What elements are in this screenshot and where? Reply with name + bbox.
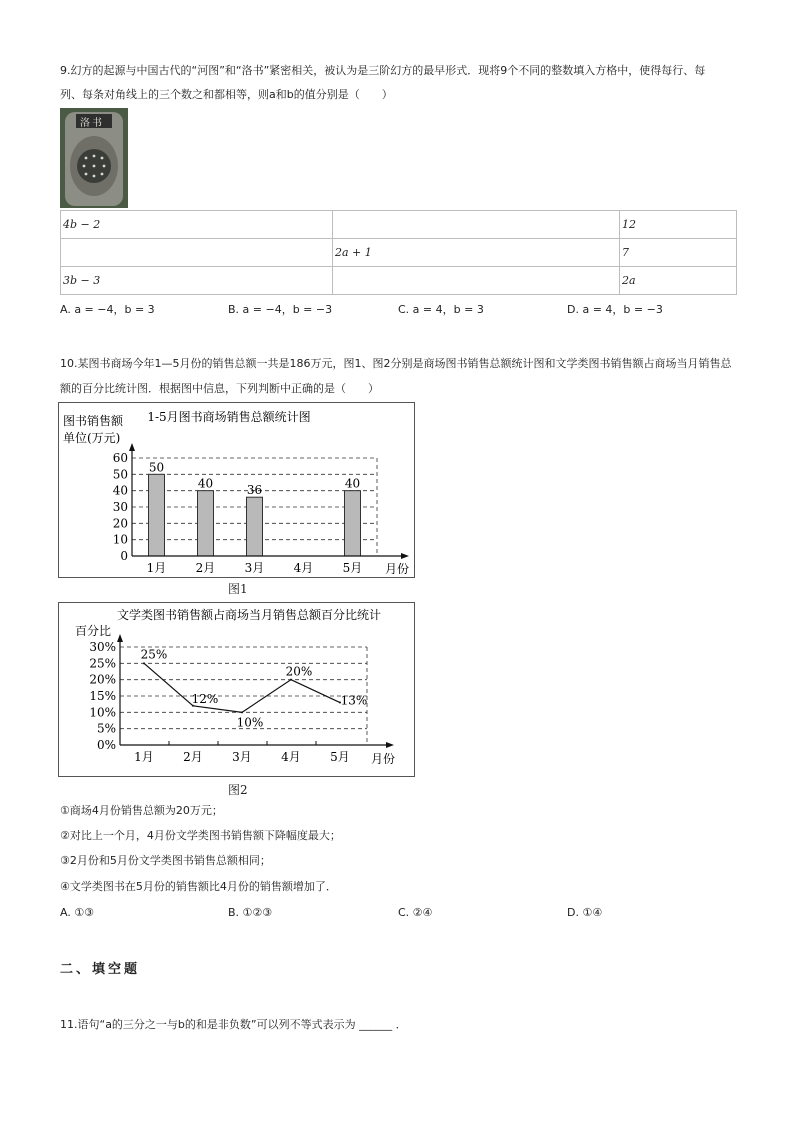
line-chart-data-label: 13%: [340, 693, 368, 708]
line-chart-xlabel: 月份: [371, 752, 396, 766]
bar-chart-yunit: 单位(万元): [63, 431, 121, 445]
bar-chart-xlabel: 月份: [385, 562, 410, 576]
line-chart-xtick: 2月: [183, 750, 203, 764]
bar-chart-panel: [58, 402, 415, 578]
line-chart-xtick: 5月: [330, 750, 350, 764]
grid-cell: 7: [620, 239, 737, 267]
q10-statement-1: ①商场4月份销售总额为20万元；: [60, 804, 223, 817]
line-chart-point: [290, 679, 292, 681]
line-chart-ytick: 25%: [89, 656, 116, 671]
line-chart-panel: [58, 602, 415, 777]
q9-stem-line2: 列、每条对角线上的三个数之和都相等，则a和b的值分别是（ ）: [60, 88, 393, 101]
magic-square-grid: [60, 210, 737, 295]
q10-statement-4: ④文学类图书在5月份的销售额比4月份的销售额增加了．: [60, 880, 337, 893]
bar-chart-data-label: 40: [344, 476, 361, 491]
line-chart-ytick: 10%: [89, 705, 116, 720]
bar-chart-xtick: 5月: [342, 561, 363, 575]
bar-chart-bar: [198, 491, 214, 556]
bar-chart-y-arrow: [129, 443, 135, 451]
line-chart-ytick: 15%: [89, 689, 116, 703]
grid-row: [61, 211, 737, 239]
q9-option-d: D. a = 4，b = −3: [567, 303, 663, 316]
bar-chart-data-label: 50: [148, 460, 165, 475]
grid-row: [61, 239, 737, 267]
bar-chart-data-label: 36: [246, 483, 263, 498]
bar-chart-bar: [149, 474, 165, 556]
line-chart-ytick: 30%: [89, 640, 116, 654]
line-chart-y-arrow: [117, 634, 123, 642]
grid-cell: 2a + 1: [333, 239, 620, 267]
q10-stem-line1: 10.某图书商场今年1—5月份的销售总额一共是186万元，图1、图2分别是商场图书销售总额统计图和文学类图书销售额占商场当月销售总: [60, 357, 732, 370]
figure1-caption: 图1: [228, 582, 248, 596]
grid-cell: 4b − 2: [61, 211, 333, 239]
bar-chart-ylabel: 图书销售额: [63, 414, 124, 428]
grid-cell: 12: [620, 211, 737, 239]
grid-cell: 2a: [620, 267, 737, 295]
q10-stem-line2: 额的百分比统计图．根据图中信息，下列判断中正确的是（ ）: [60, 382, 379, 395]
bar-chart-title: 1-5月图书商场销售总额统计图: [147, 410, 311, 424]
grid-cell: [333, 267, 620, 295]
bar-chart-bar: [345, 491, 361, 556]
line-chart-ylabel: 百分比: [75, 624, 112, 638]
q9-option-a: A. a = −4，b = 3: [60, 303, 155, 316]
bar-chart-ytick: 20: [112, 516, 128, 531]
bar-chart-ytick: 30: [112, 500, 128, 514]
q10-statement-2: ②对比上一个月，4月份文学类图书销售额下降幅度最大；: [60, 829, 341, 842]
line-chart-x-arrow: [386, 742, 394, 748]
figure2-caption: 图2: [228, 783, 248, 797]
q11-stem: 11.语句“a的三分之一与b的和是非负数”可以列不等式表示为 ______ ．: [60, 1018, 407, 1031]
grid-cell: [333, 211, 620, 239]
bar-chart-ytick: 10: [112, 532, 128, 547]
grid-row: [61, 267, 737, 295]
grid-cell: 3b − 3: [61, 267, 333, 295]
bar-chart-x-arrow: [401, 553, 409, 559]
q9-stem-line1: 9.幻方的起源与中国古代的“河图”和“洛书”紧密相关，被认为是三阶幻方的最早形式．现将9个不同的整数填入方格中，使得每行、每: [60, 64, 706, 77]
line-chart-point: [143, 662, 145, 664]
bar-chart-xtick: 4月: [293, 561, 314, 575]
luoshu-stele-image: [60, 108, 128, 208]
section-title: 二、填空题: [60, 962, 141, 977]
line-chart-data-label: 20%: [285, 664, 313, 679]
line-chart: [59, 603, 414, 776]
q10-option-a: A. ①③: [60, 906, 95, 919]
q10-option-d: D. ①④: [567, 906, 603, 919]
line-chart-data-label: 25%: [140, 647, 168, 662]
bar-chart-ytick: 0: [120, 549, 128, 563]
line-chart-title: 文学类图书销售额占商场当月销售总额百分比统计: [116, 608, 382, 622]
line-chart-xtick: 1月: [134, 750, 154, 764]
q9-option-c: C. a = 4，b = 3: [398, 303, 484, 316]
line-chart-data-label: 10%: [236, 715, 264, 730]
line-chart-data-label: 12%: [191, 691, 219, 706]
bar-chart-xtick: 1月: [146, 561, 167, 575]
bar-chart-ytick: 50: [112, 467, 128, 482]
q10-option-b: B. ①②③: [228, 906, 273, 919]
line-chart-ytick: 5%: [96, 721, 116, 736]
bar-chart: [59, 403, 414, 577]
bar-chart-bar: [247, 497, 263, 556]
bar-chart-ytick: 60: [112, 451, 128, 465]
line-chart-xtick: 3月: [232, 750, 252, 764]
bar-chart-xtick: 2月: [195, 561, 216, 575]
line-chart-ytick: 20%: [89, 672, 116, 687]
stele-inscription: 洛书: [80, 118, 104, 129]
grid-cell: [61, 239, 333, 267]
q9-option-b: B. a = −4，b = −3: [228, 303, 333, 316]
q10-statement-3: ③2月份和5月份文学类图书销售总额相同；: [60, 854, 271, 867]
bar-chart-ytick: 40: [112, 483, 128, 498]
line-chart-ytick: 0%: [96, 738, 116, 752]
bar-chart-data-label: 40: [197, 476, 214, 491]
line-chart-xtick: 4月: [281, 750, 301, 764]
bar-chart-xtick: 3月: [244, 561, 265, 575]
line-chart-point: [241, 711, 243, 713]
q10-option-c: C. ②④: [398, 906, 433, 919]
